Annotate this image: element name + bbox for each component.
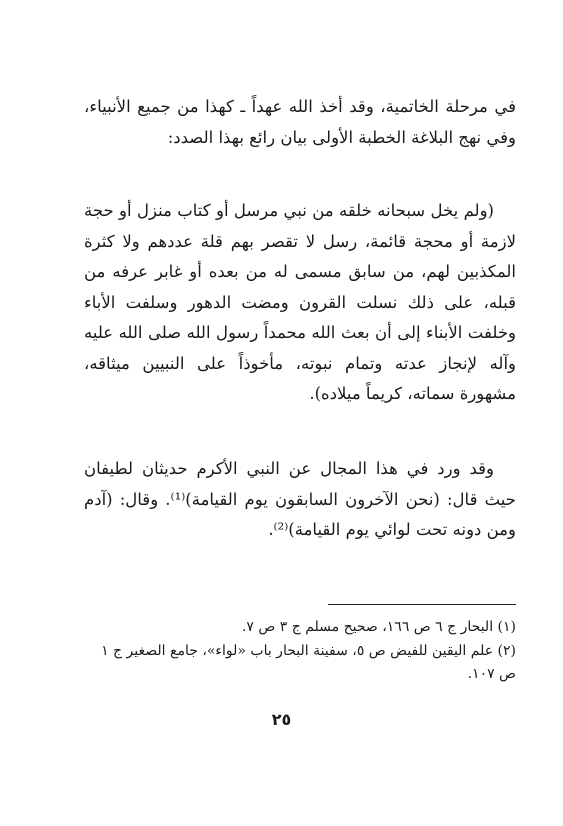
page-number: ٢٥ [271,710,292,729]
body-paragraph-1 [84,92,516,153]
footnote-2: (٢) علم اليقين للفيض ص ٥، سفينة البحار باب «لواء»، جامع الصغير ج ١ ص ١٠٧. [101,642,516,682]
footnotes-section [84,616,516,687]
footnote-separator [328,604,516,605]
footnote-1: (١) البحار ج ٦ ص ١٦٦، صحيح مسلم ج ٣ ص ٧. [241,619,516,635]
paragraph-1-text: في مرحلة الخاتمية، وقد أخذ الله عهداً ـ كهذا من جميع الأنبياء، وفي نهج البلاغة الخطبة الأولى بيان رائع بهذا الصدد: [84,97,516,147]
body-paragraph-2 [84,196,516,410]
body-paragraph-3 [84,454,516,546]
paragraph-2-text: (ولم يخل سبحانه خلقه من نبي مرسل أو كتاب منزل أو حجة لازمة أو محجة قائمة، رسل لا تقصر بهم قلة عددهم ولا كثرة المكذبين لهم، من سابق مسمى له من بعده أو غابر عرفه من قبله، على ذلك نسلت القرون ومضت الدهور وسلفت الأباء وخلفت الأبناء إلى أن بعث الله محمداً رسول الله صلى الله عليه وآله لإنجاز عدته وتمام نبوته، مأخوذاً على النبيين ميثاقه، مشهورة سماته، كريماً ميلاده). [84,201,516,403]
paragraph-3-text: وقد ورد في هذا المجال عن النبي الأكرم حديثان لطيفان حيث قال: (نحن الآخرون السابقون يوم القيامة)⁽¹⁾. وقال: (آدم ومن دونه تحت لوائي يوم القيامة)⁽²⁾. [84,459,516,539]
